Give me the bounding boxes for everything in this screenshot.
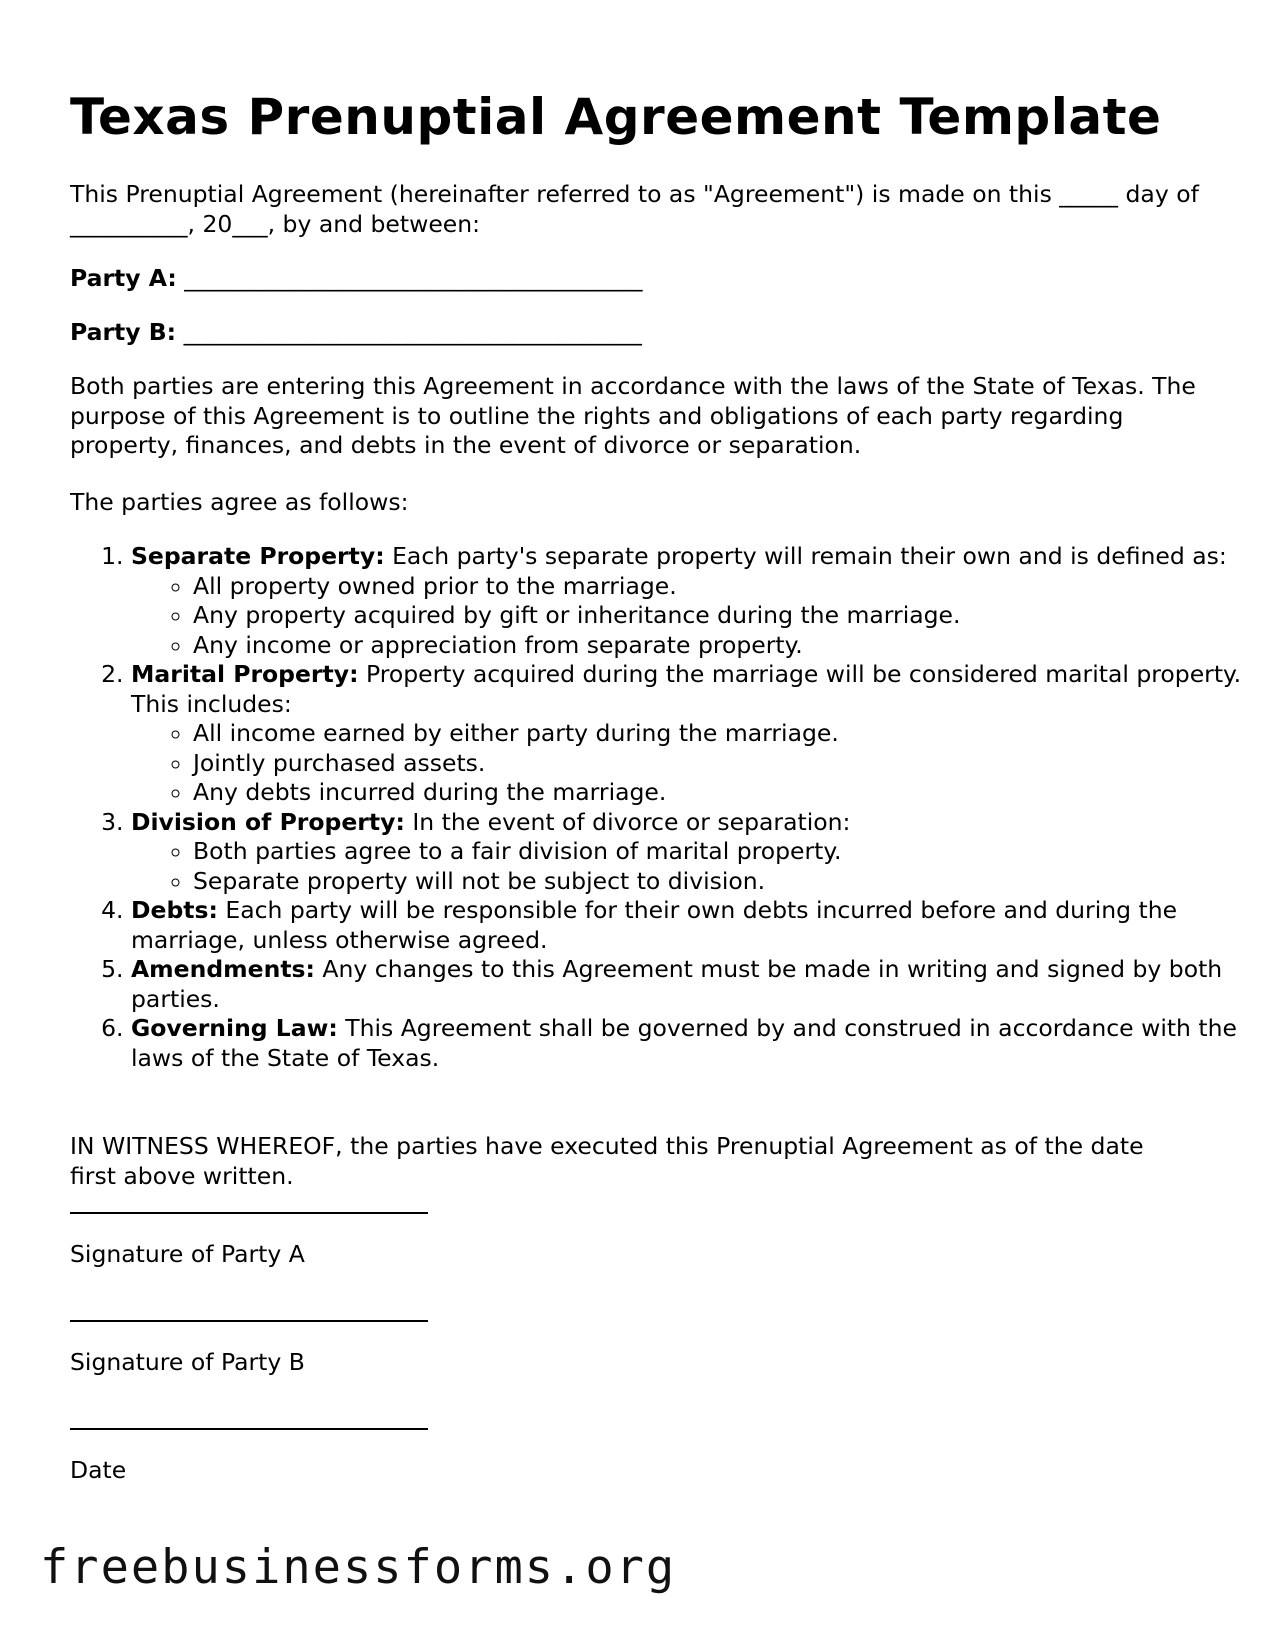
term-text: Each party will be responsible for their own debts incurred before and during the marriage, unless otherwise agreed. xyxy=(131,896,1178,954)
term-bullet: ◦ Jointly purchased assets. xyxy=(193,749,1261,779)
watermark: freebusinessforms.org xyxy=(40,1540,677,1595)
term-text: In the event of divorce or separation: xyxy=(404,807,851,836)
term-heading: Amendments: xyxy=(131,955,315,983)
term-item xyxy=(131,896,1261,955)
term-item xyxy=(131,660,1261,808)
term-text: Each party's separate property will remain their own and is defined as: xyxy=(384,542,1227,570)
terms-list xyxy=(70,542,1261,1073)
follows-line: The parties agree as follows: xyxy=(70,488,409,516)
term-item xyxy=(131,955,1261,1014)
party-a-line xyxy=(70,264,643,292)
term-bullet: ◦ All income earned by either party during the marriage. xyxy=(193,719,1261,749)
term-heading: Division of Property: xyxy=(131,807,405,836)
signature-label-party-a: Signature of Party A xyxy=(70,1240,305,1268)
term-sublist xyxy=(131,572,1261,661)
date-line[interactable] xyxy=(70,1428,428,1430)
term-heading: Debts: xyxy=(131,896,218,924)
party-b-blank: _______________________________________ xyxy=(183,318,642,346)
term-bullet: ◦ Any property acquired by gift or inheritance during the marriage. xyxy=(193,601,1261,631)
purpose-paragraph: Both parties are entering this Agreement in accordance with the laws of the State of Texas. The purpose of this Agreement is to outline the rights and obligations of each party regarding property, finances, and debts in the event of divorce or separation. xyxy=(70,372,1196,459)
witness-paragraph: IN WITNESS WHEREOF, the parties have executed this Prenuptial Agreement as of the date first above written. xyxy=(70,1132,1144,1190)
term-bullet: ◦ Any income or appreciation from separate property. xyxy=(193,631,1261,661)
term-text: Any changes to this Agreement must be made in writing and signed by both parties. xyxy=(131,955,1223,1013)
date-label: Date xyxy=(70,1456,127,1484)
term-bullet: ◦ All property owned prior to the marriage. xyxy=(193,572,1261,602)
term-item xyxy=(131,542,1261,660)
term-sublist xyxy=(131,837,1261,896)
term-bullet: ◦ Any debts incurred during the marriage. xyxy=(193,778,1261,808)
term-bullet: ◦ Both parties agree to a fair division of marital property. xyxy=(193,837,1261,867)
term-sublist xyxy=(131,719,1261,808)
page-title: Texas Prenuptial Agreement Template xyxy=(70,88,1162,146)
term-heading: Separate Property: xyxy=(131,542,385,570)
intro-paragraph: This Prenuptial Agreement (hereinafter referred to as "Agreement") is made on this _____ day of __________, 20___, by and between: xyxy=(70,180,1199,238)
term-item xyxy=(131,808,1261,897)
party-a-blank: _______________________________________ xyxy=(184,264,643,292)
term-text: This Agreement shall be governed by and construed in accordance with the laws of the State of Texas. xyxy=(131,1014,1237,1072)
term-text: Property acquired during the marriage will be considered marital property. This includes: xyxy=(131,660,1242,718)
signature-label-party-b: Signature of Party B xyxy=(70,1348,305,1376)
party-b-line xyxy=(70,318,642,346)
term-heading: Marital Property: xyxy=(131,660,359,688)
party-b-label: Party B: xyxy=(70,318,177,346)
signature-line-party-a[interactable] xyxy=(70,1212,428,1214)
signature-line-party-b[interactable] xyxy=(70,1320,428,1322)
term-item xyxy=(131,1014,1261,1073)
party-a-label: Party A: xyxy=(70,264,177,292)
term-heading: Governing Law: xyxy=(131,1014,338,1042)
term-bullet: ◦ Separate property will not be subject to division. xyxy=(193,867,1261,897)
